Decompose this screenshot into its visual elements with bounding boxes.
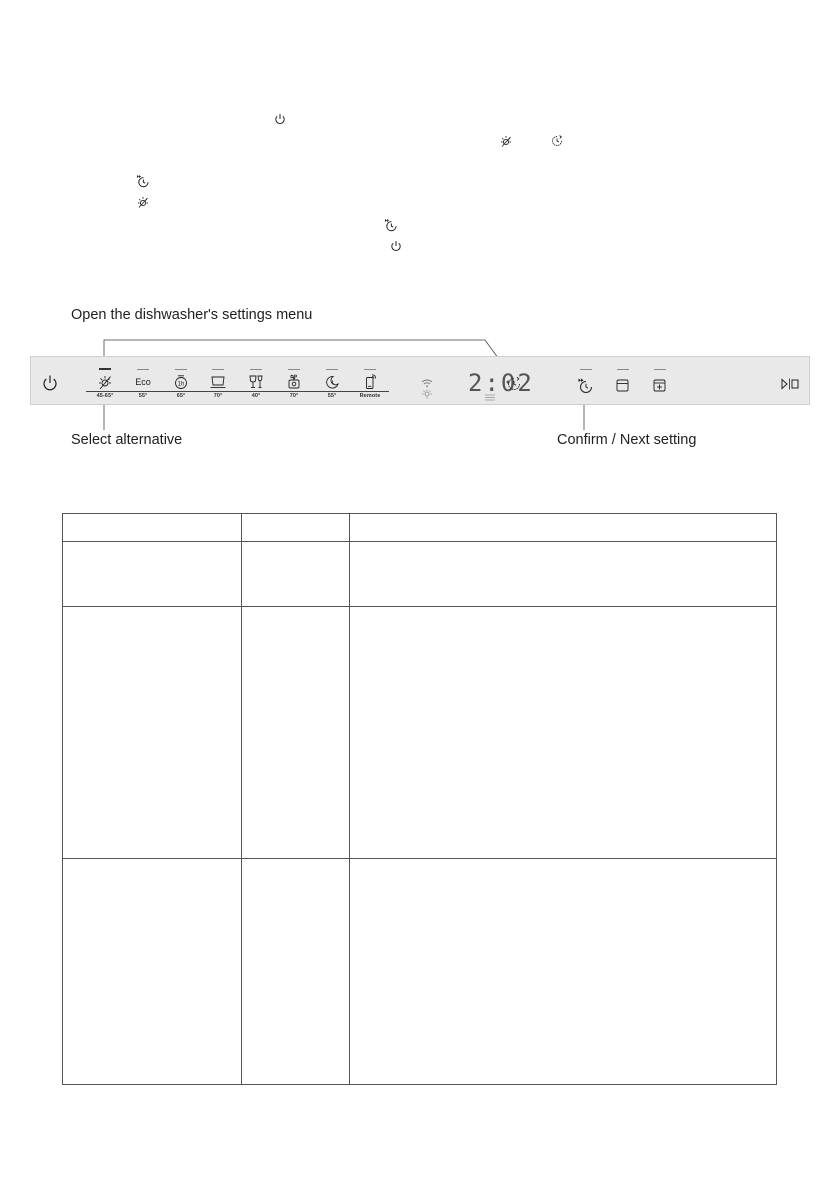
program-indicator xyxy=(99,368,111,370)
night-program-icon xyxy=(323,374,341,390)
program-remote-button[interactable] xyxy=(355,357,385,406)
option-indicator xyxy=(580,369,592,370)
power-button[interactable] xyxy=(41,374,59,392)
start-pause-button[interactable] xyxy=(781,377,799,389)
speed-option-icon xyxy=(577,377,594,394)
program-indicator xyxy=(288,369,300,370)
remote-start-icon xyxy=(361,374,379,390)
table-row xyxy=(63,859,777,1085)
option-indicator xyxy=(617,369,629,370)
program-indicator xyxy=(137,369,149,370)
extra-dry-icon xyxy=(651,377,668,394)
program-hygiene-button[interactable] xyxy=(279,357,309,406)
program-intensive-button[interactable] xyxy=(203,357,233,406)
program-indicator xyxy=(212,369,224,370)
program-temp: 70° xyxy=(289,393,299,399)
time-display: 2:02 xyxy=(468,369,534,397)
table-header-cell xyxy=(242,514,350,542)
table-header-cell xyxy=(63,514,242,542)
program-auto-button[interactable] xyxy=(90,357,120,406)
program-temp: 45-65° xyxy=(96,393,114,399)
svg-text:1h: 1h xyxy=(177,381,185,388)
program-temp: 40° xyxy=(251,393,261,399)
program-glass-button[interactable] xyxy=(241,357,271,406)
wifi-icon xyxy=(421,375,433,384)
program-temp: 65° xyxy=(176,393,186,399)
table-cell xyxy=(63,542,242,607)
auto-program-icon xyxy=(96,374,114,390)
program-temp: 70° xyxy=(213,393,223,399)
table-cell xyxy=(350,859,777,1085)
start-pause-icon xyxy=(781,378,799,390)
table-row xyxy=(63,607,777,859)
delay-start-icon xyxy=(506,376,522,392)
eco-label: Eco xyxy=(135,377,151,387)
program-temp: 55° xyxy=(327,393,337,399)
intensive-pot-icon xyxy=(209,374,227,390)
salt-indicator-icon xyxy=(485,388,495,396)
program-indicator xyxy=(175,369,187,370)
table-header-cell xyxy=(350,514,777,542)
one-hour-program-icon xyxy=(172,374,190,390)
half-load-icon xyxy=(614,377,631,394)
table-cell xyxy=(63,607,242,859)
table-header-row xyxy=(63,514,777,542)
program-indicator xyxy=(250,369,262,370)
table-cell xyxy=(242,607,350,859)
control-panel xyxy=(30,356,810,405)
delay-start-button[interactable] xyxy=(506,376,522,392)
program-indicator xyxy=(364,369,376,370)
table-cell xyxy=(242,542,350,607)
program-eco-button[interactable] xyxy=(128,357,158,406)
table-row xyxy=(63,542,777,607)
table-cell xyxy=(350,607,777,859)
program-1h-button[interactable] xyxy=(166,357,196,406)
power-icon xyxy=(41,374,59,392)
table-cell xyxy=(63,859,242,1085)
rinse-aid-indicator-icon xyxy=(421,386,433,396)
callout-select-alternative: Select alternative xyxy=(71,432,183,448)
program-temp: Remote xyxy=(359,393,381,399)
callout-settings-menu: Open the dishwasher's settings menu xyxy=(71,307,313,323)
extra-dry-button[interactable] xyxy=(650,357,670,406)
option-indicator xyxy=(654,369,666,370)
half-load-button[interactable] xyxy=(613,357,633,406)
table-cell xyxy=(242,859,350,1085)
settings-table xyxy=(62,513,777,1085)
speed-option-button[interactable] xyxy=(576,357,596,406)
program-indicator xyxy=(326,369,338,370)
program-temp: 55° xyxy=(138,393,148,399)
hygiene-program-icon xyxy=(285,374,303,390)
callout-confirm-next: Confirm / Next setting xyxy=(557,432,697,448)
glass-program-icon xyxy=(247,374,265,390)
program-night-button[interactable] xyxy=(317,357,347,406)
table-cell xyxy=(350,542,777,607)
